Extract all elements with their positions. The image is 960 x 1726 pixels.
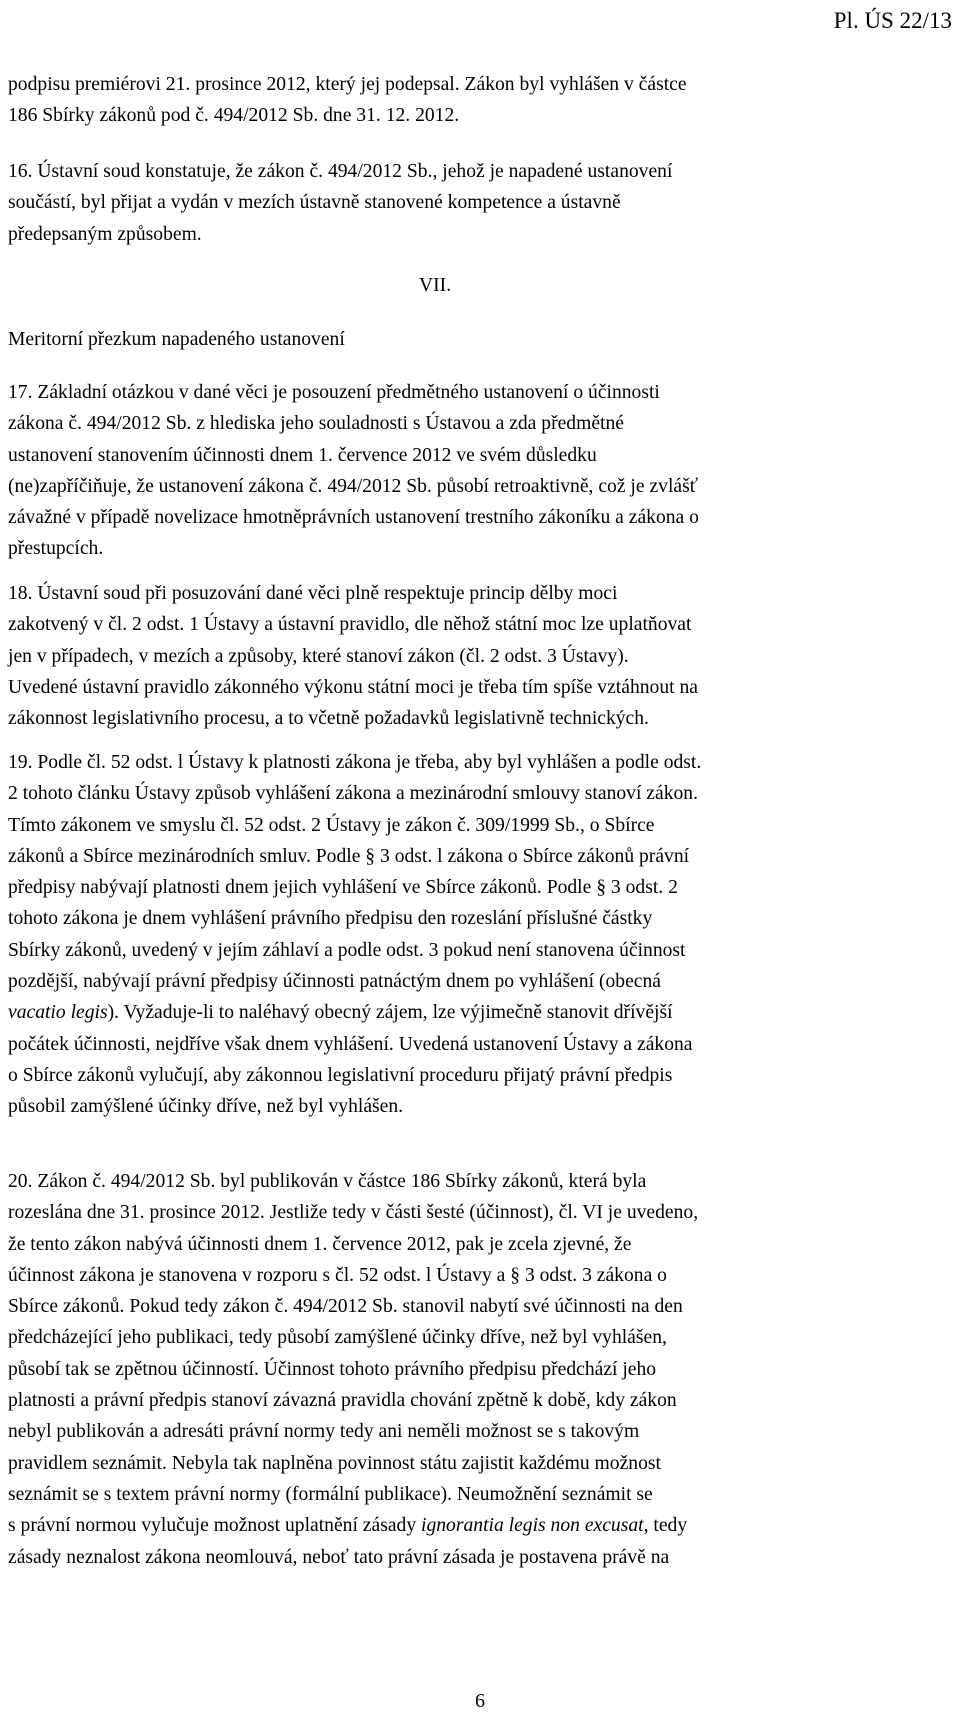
paragraph-19-text-a: 19. Podle čl. 52 odst. l Ústavy k platnosti zákona je třeba, aby byl vyhlášen a podle odst. 2 tohoto článku Ústavy způsob vyhlášení zákona a mezinárodní smlouvy stanoví zákon. Tímto zákonem ve smyslu čl. 52 odst. 2 Ústavy je zákon č. 309/1999 Sb., o Sbírce zákonů a Sbírce mezinárodních smluv. Podle § 3 odst. l zákona o Sbírce zákonů právní předpisy nabývají platnosti dnem jejich vyhlášení ve Sbírce zákonů. Podle § 3 odst. 2 tohoto zákona je dnem vyhlášení právního předpisu den rozeslání příslušné částky Sbírky zákonů, uvedený v jejím záhlaví a podle odst. 3 pokud není stanovena účinnost pozdější, nabývají právní předpisy účinnosti patnáctým dnem po vyhlášení (obecná	[8, 752, 702, 993]
page-number: 6	[475, 1690, 485, 1712]
case-reference: Pl. ÚS 22/13	[833, 8, 952, 33]
section-number: VII.	[419, 275, 452, 296]
paragraph-20-text-b: , tedy zásady neznalost zákona neomlouvá, neboť tato právní zásada je postavena právě na	[8, 1515, 688, 1568]
paragraph-16: 16. Ústavní soud konstatuje, že zákon č. 494/2012 Sb., jehož je napadené ustanovení součástí, byl přijat a vydán v mezích ústavně stanovené kompetence a ústavně předepsaným způsobem.	[8, 161, 673, 245]
paragraph-20-text-a: 20. Zákon č. 494/2012 Sb. byl publikován v částce 186 Sbírky zákonů, která byla rozeslána dne 31. prosince 2012. Jestliže tedy v části šesté (účinnost), čl. VI je uvedeno, že tento zákon nabývá účinnosti dnem 1. července 2012, pak je zcela zjevné, že účinnost zákona je stanovena v rozporu s čl. 52 odst. l Ústavy a § 3 odst. 3 zákona o Sbírce zákonů. Pokud tedy zákon č. 494/2012 Sb. stanovil nabytí své účinnosti na den předcházející jeho publikaci, tedy působí zamýšlené účinky dříve, než byl vyhlášen, působí tak se zpětnou účinností. Účinnost tohoto právního předpisu předchází jeho platnosti a právní předpis stanoví závazná pravidla chování zpětně k době, kdy zákon nebyl publikován a adresáti právní normy tedy ani neměli možnost se s takovým pravidlem seznámit. Nebyla tak naplněna povinnost státu zajistit každému možnost seznámit se s textem právní normy (formální publikace). Neumožnění seznámit se s právní normou vylučuje možnost uplatnění zásady	[8, 1171, 699, 1537]
section-title: Meritorní přezkum napadeného ustanovení	[8, 329, 345, 350]
paragraph-19-text-b: ). Vyžaduje-li to naléhavý obecný zájem, lze výjimečně stanovit dřívější počátek účinnosti, nejdříve však dnem vyhlášení. Uvedená ustanovení Ústavy a zákona o Sbírce zákonů vylučují, aby zákonnou legislativní proceduru přijatý právní předpis působil zamýšlené účinky dříve, než byl vyhlášen.	[8, 1002, 693, 1118]
paragraph-17: 17. Základní otázkou v dané věci je posouzení předmětného ustanovení o účinnosti zákona č. 494/2012 Sb. z hlediska jeho souladnosti s Ústavou a zda předmětné ustanovení stanovením účinnosti dnem 1. července 2012 ve svém důsledku (ne)zapříčiňuje, že ustanovení zákona č. 494/2012 Sb. působí retroaktivně, což je zvlášť závažné v případě novelizace hmotněprávních ustanovení trestního zákoníku a zákona o přestupcích.	[8, 382, 699, 560]
paragraph-20	[8, 1166, 958, 1573]
paragraph-19	[8, 747, 958, 1123]
paragraph-18: 18. Ústavní soud při posuzování dané věci plně respektuje princip dělby moci zakotvený v čl. 2 odst. 1 Ústavy a ústavní pravidlo, dle něhož státní moc lze uplatňovat jen v případech, v mezích a způsoby, které stanoví zákon (čl. 2 odst. 3 Ústavy). Uvedené ústavní pravidlo zákonného výkonu státní moci je třeba tím spíše vztáhnout na zákonnost legislativního procesu, a to včetně požadavků legislativně technických.	[8, 583, 698, 730]
latin-term-vacatio-legis: vacatio legis	[8, 1002, 108, 1024]
paragraph-continuation: podpisu premiérovi 21. prosince 2012, který jej podepsal. Zákon byl vyhlášen v částce 186 Sbírky zákonů pod č. 494/2012 Sb. dne 31. 12. 2012.	[8, 74, 687, 127]
latin-term-ignorantia-legis: ignorantia legis non excusat	[421, 1515, 644, 1537]
